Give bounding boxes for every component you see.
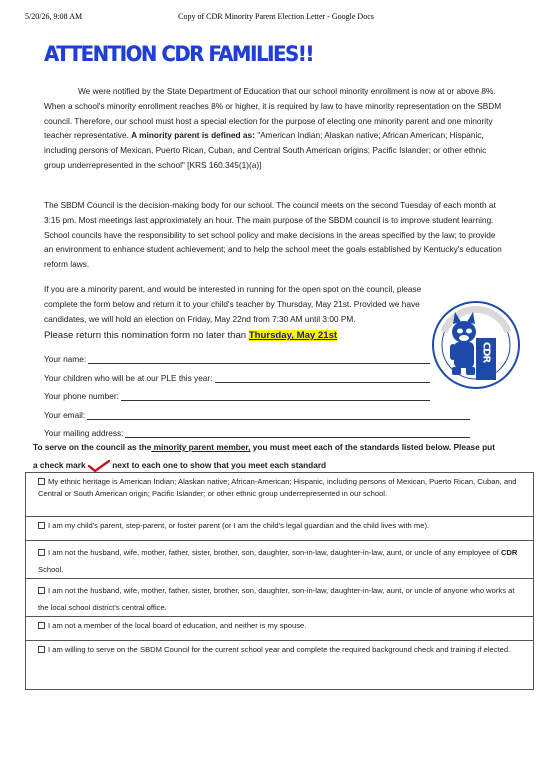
phone-field[interactable] [44,389,430,401]
paragraph-election-info: If you are a minority parent, and would be interested in running for the open spot on the council, please complete the form below and return it to your child's teacher by Thursday, May 21st. Provided we have candidates, we will hold an election on Friday, May 22nd from 7:30 AM until 3:00 PM. [44,284,422,324]
standard-row [26,517,533,541]
standard-checkbox[interactable] [38,478,45,485]
standard-row [26,641,533,689]
standard-checkbox[interactable] [38,587,45,594]
paragraph-sbdm-council: The SBDM Council is the decision-making body for our school. The council meets on the second Tuesday of each month at 3:15 pm. Most meetings last approximately an hour. The main purpose of the SBDM council is to improve student learning. School councils have the responsibility to set school policy and make decisions in the areas specified by the law; to provide an environment to enhance student achievement; and to help the school meet the goals established by Kentucky's education reform laws. [44,200,502,270]
instructions-underlined: minority parent member, [151,442,251,452]
name-field[interactable] [44,352,430,364]
instructions-part4: next to each one to show that you meet each standard [109,460,327,470]
standards-table [25,472,534,690]
minority-definition-label: A minority parent is defined as: [131,130,255,141]
checkmark-icon [88,460,110,472]
logo-letters: CDR [480,341,492,363]
print-datetime: 5/20/26, 9:08 AM [25,12,83,21]
children-field-label: Your children who will be at our PLE this year: [44,373,213,383]
address-field-line[interactable] [125,428,470,438]
standard-text: I am willing to serve on the SBDM Council for the current school year and complete the required background check and training if elected. [48,645,511,654]
print-doc-title: Copy of CDR Minority Parent Election Letter - Google Docs [178,12,374,21]
name-field-label: Your name: [44,354,87,364]
children-field[interactable] [44,371,430,383]
return-notice-text: Please return this nomination form no later than [44,330,249,341]
standard-row [26,579,533,617]
standard-checkbox[interactable] [38,522,45,529]
phone-field-label: Your phone number: [44,391,119,401]
return-notice [44,330,337,341]
standard-row [26,473,533,517]
standard-text-end: School. [38,565,64,574]
instructions-part3: a check mark [33,460,86,470]
standard-text: I am not the husband, wife, mother, father, sister, brother, son, daughter, son-in-law, daughter-in-law, aunt, or uncle of anyone who works at the local school district's central office. [38,586,515,612]
standard-text: My ethnic heritage is American Indian; Alaskan native; African-American; Hispanic, including persons of Mexican, Puerto Rican, Cuban, and Central or South American origin; Pacific Islander; or other ethnic group underrepresented in our school. [38,477,517,498]
standard-row [26,617,533,641]
standard-text: I am not the husband, wife, mother, father, sister, brother, son, daughter, son-in-law, daughter-in-law, aunt, or uncle of any employee of [48,548,501,557]
email-field-label: Your email: [44,410,86,420]
return-deadline: Thursday, May 21st [248,330,338,341]
intro-text: We were notified by the State Department of Education that our school minority enrollment is now at or above 8%. When a school's minority enrollment reaches 8% or higher, it is required by law to have minority representation on the SBDM council. Therefore, our school must host a special election for the purpose of electing one minority parent and one minority teacher representative. [44,86,502,141]
page-title: ATTENTION CDR FAMILIES!! [44,42,314,66]
standard-school-name: CDR [500,548,518,557]
standard-text: I am my child's parent, step-parent, or foster parent (or I am the child's legal guardian and the child lives with me). [48,521,430,530]
minority-definition-text: "American Indian; Alaskan native; African American; Hispanic, including persons of Mexican, Puerto Rican, Cuban, and Central South American origins; Pacific Islander; or other ethnic group underrepresented in the school" [KRS 160.345(1)(a)] [44,130,487,170]
email-field[interactable] [44,408,470,420]
instructions-part1: To serve on the council as the [33,442,152,452]
paragraph-intro [44,84,506,173]
instructions-part2: you must meet each of the standards listed below. Please put [250,442,495,452]
standard-checkbox[interactable] [38,622,45,629]
standard-row [26,541,533,579]
cdr-logo [430,292,522,398]
name-field-line[interactable] [88,354,430,364]
children-field-line[interactable] [215,373,431,383]
email-field-line[interactable] [87,410,470,420]
standard-checkbox[interactable] [38,646,45,653]
phone-field-line[interactable] [121,391,430,401]
standard-checkbox[interactable] [38,549,45,556]
address-field[interactable] [44,426,470,438]
standards-instructions [33,438,533,474]
standard-text: I am not a member of the local board of education, and neither is my spouse. [48,621,307,630]
address-field-label: Your mailing address: [44,428,124,438]
